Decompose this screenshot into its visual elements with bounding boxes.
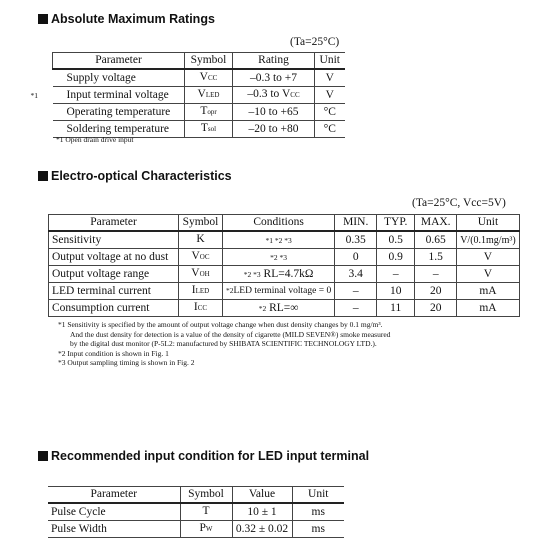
header-parameter: Parameter <box>53 53 185 70</box>
param-cell: Consumption current <box>49 300 179 317</box>
unit-cell: °C <box>315 104 345 121</box>
symbol-cell: Topr <box>185 104 233 121</box>
header-symbol: Symbol <box>179 215 223 232</box>
table-row <box>53 69 345 87</box>
min-cell: 0.35 <box>335 231 377 249</box>
table-row <box>49 249 520 266</box>
unit-cell: V <box>457 249 520 266</box>
table-row <box>53 87 345 104</box>
footnotes-electro-optical <box>58 320 390 368</box>
param-cell: *1 Input terminal voltage <box>53 87 185 104</box>
header-value: Value <box>232 487 292 504</box>
header-symbol: Symbol <box>180 487 232 504</box>
table-header-row <box>49 215 520 232</box>
symbol-cell: VCC <box>185 69 233 87</box>
header-parameter: Parameter <box>49 215 179 232</box>
header-parameter: Parameter <box>48 487 180 504</box>
table-row <box>49 266 520 283</box>
table-row <box>49 283 520 300</box>
param-cell: Sensitivity <box>49 231 179 249</box>
symbol-cell: VOC <box>179 249 223 266</box>
table-header-row <box>48 487 344 504</box>
table-row <box>49 300 520 317</box>
symbol-cell: PW <box>180 521 232 538</box>
param-cell: Supply voltage <box>53 69 185 87</box>
symbol-cell: T <box>180 503 232 521</box>
min-cell: – <box>335 283 377 300</box>
value-cell: 0.32 ± 0.02 <box>232 521 292 538</box>
symbol-cell: VOH <box>179 266 223 283</box>
value-cell: 10 ± 1 <box>232 503 292 521</box>
header-rating: Rating <box>233 53 315 70</box>
rating-cell: –0.3 to VCC <box>233 87 315 104</box>
symbol-cell: ICC <box>179 300 223 317</box>
unit-cell: mA <box>457 283 520 300</box>
footnote-open-drain: *1 Open drain drive input <box>56 135 134 144</box>
conditions-cell: *2 RL=∞ <box>223 300 335 317</box>
header-unit: Unit <box>292 487 344 504</box>
conditions-cell: *2 *3 RL=4.7kΩ <box>223 266 335 283</box>
unit-cell: V <box>315 87 345 104</box>
table-row <box>53 104 345 121</box>
square-bullet-icon <box>38 451 48 461</box>
min-cell: 0 <box>335 249 377 266</box>
header-unit: Unit <box>315 53 345 70</box>
max-cell: 20 <box>415 300 457 317</box>
symbol-cell: K <box>179 231 223 249</box>
footnote-1-cont: by the digital dust monitor (P-5L2: manufactured by SHIBATA SCIENTIFIC TECHNOLOGY LTD.). <box>70 339 377 348</box>
table-row <box>48 503 344 521</box>
header-min: MIN. <box>335 215 377 232</box>
ambient-condition: (Ta=25°C) <box>290 36 340 48</box>
unit-cell: ms <box>292 521 344 538</box>
table-header-row <box>53 53 345 70</box>
min-cell: – <box>335 300 377 317</box>
square-bullet-icon <box>38 14 48 24</box>
typ-cell: 10 <box>377 283 415 300</box>
rating-cell: –0.3 to +7 <box>233 69 315 87</box>
recommended-input-table <box>48 486 344 538</box>
unit-cell: °C <box>315 121 345 138</box>
max-cell: – <box>415 266 457 283</box>
unit-cell: V/(0.1mg/m³) <box>457 231 520 249</box>
symbol-cell: ILED <box>179 283 223 300</box>
param-cell: Output voltage at no dust <box>49 249 179 266</box>
conditions-cell: *1 *2 *3 <box>223 231 335 249</box>
typ-cell: – <box>377 266 415 283</box>
table-row <box>48 521 344 538</box>
symbol-cell: VLED <box>185 87 233 104</box>
unit-cell: mA <box>457 300 520 317</box>
param-cell: Soldering temperature <box>53 121 185 138</box>
section-title-absolute-max: Absolute Maximum Ratings <box>38 12 215 26</box>
footnote-3: *3 Output sampling timing is shown in Fig. 2 <box>58 358 195 367</box>
conditions-cell: *2 *3 <box>223 249 335 266</box>
footnote-2: *2 Input condition is shown in Fig. 1 <box>58 348 169 358</box>
max-cell: 0.65 <box>415 231 457 249</box>
footnote-mark: *1 <box>30 91 38 100</box>
rating-cell: –20 to +80 <box>233 121 315 138</box>
test-condition: (Ta=25°C, Vcc=5V) <box>412 197 506 209</box>
square-bullet-icon <box>38 171 48 181</box>
unit-cell: V <box>457 266 520 283</box>
param-cell: Pulse Cycle <box>48 503 180 521</box>
electro-optical-table <box>48 214 520 317</box>
header-unit: Unit <box>457 215 520 232</box>
footnote-1: *1 Sensitivity is specified by the amount of output voltage change when dust density changes by 0.1 mg/m³. <box>58 320 383 329</box>
unit-cell: V <box>315 69 345 87</box>
max-cell: 1.5 <box>415 249 457 266</box>
param-cell: Operating temperature <box>53 104 185 121</box>
section-title-recommended-input: Recommended input condition for LED input terminal <box>38 449 369 463</box>
min-cell: 3.4 <box>335 266 377 283</box>
conditions-cell: *2LED terminal voltage = 0 <box>223 283 335 300</box>
param-cell: Output voltage range <box>49 266 179 283</box>
header-symbol: Symbol <box>185 53 233 70</box>
rating-cell: –10 to +65 <box>233 104 315 121</box>
typ-cell: 11 <box>377 300 415 317</box>
param-cell: Pulse Width <box>48 521 180 538</box>
typ-cell: 0.9 <box>377 249 415 266</box>
table-row <box>49 231 520 249</box>
header-max: MAX. <box>415 215 457 232</box>
unit-cell: ms <box>292 503 344 521</box>
section-title-electro-optical: Electro-optical Characteristics <box>38 169 232 183</box>
max-cell: 20 <box>415 283 457 300</box>
absolute-max-table <box>30 52 345 138</box>
param-cell: LED terminal current <box>49 283 179 300</box>
header-typ: TYP. <box>377 215 415 232</box>
typ-cell: 0.5 <box>377 231 415 249</box>
footnote-1-cont: And the dust density for detection is a value of the density of cigarette (MILD SEVEN®) smoke measured <box>70 329 391 339</box>
header-conditions: Conditions <box>223 215 335 232</box>
symbol-cell: Tsol <box>185 121 233 138</box>
